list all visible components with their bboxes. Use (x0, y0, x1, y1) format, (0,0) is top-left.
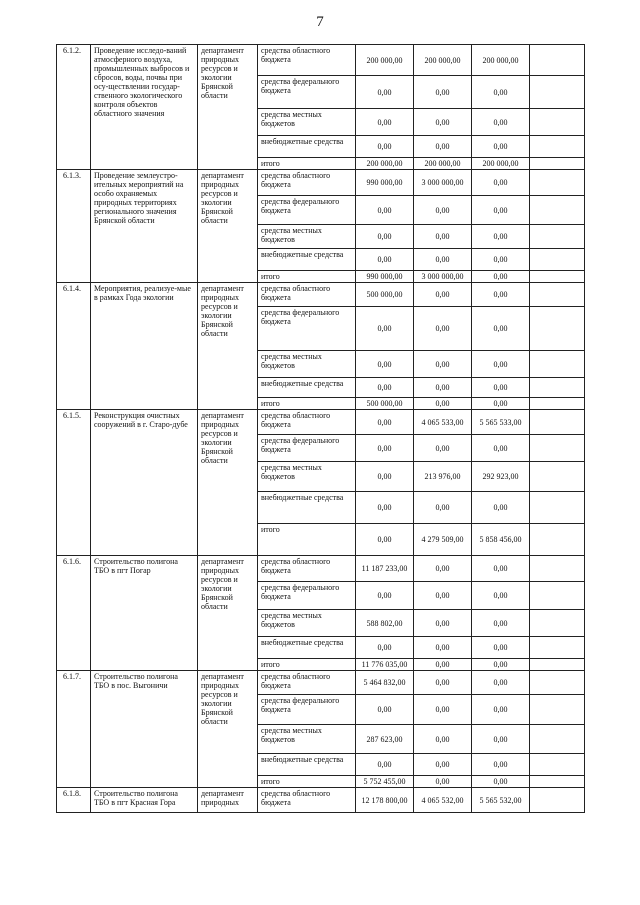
amount-year-3: 0,00 (472, 378, 530, 398)
item-number: 6.1.6. (57, 556, 91, 671)
amount-year-2: 4 065 533,00 (414, 410, 472, 435)
funding-source: средства областного бюджета (258, 671, 356, 695)
executor: департамент природных ресурсов и экологии Брянской области (198, 283, 258, 410)
amount-year-2: 0,00 (414, 725, 472, 754)
amount-year-2: 3 000 000,00 (414, 170, 472, 196)
empty-cell (530, 351, 585, 378)
funding-source: средства областного бюджета (258, 788, 356, 813)
amount-year-3: 5 858 456,00 (472, 524, 530, 556)
amount-year-3: 0,00 (472, 271, 530, 283)
empty-cell (530, 136, 585, 158)
amount-year-2: 0,00 (414, 378, 472, 398)
funding-source: внебюджетные средства (258, 249, 356, 271)
empty-cell (530, 225, 585, 249)
amount-year-1: 0,00 (356, 435, 414, 462)
amount-year-3: 200 000,00 (472, 158, 530, 170)
table-row (57, 45, 585, 76)
funding-source: средства федерального бюджета (258, 307, 356, 351)
amount-year-2: 0,00 (414, 249, 472, 271)
event-name: Проведение исследо-ваний атмосферного воздуха, промышленных выбросов и сбросов, воды, почвы при осу-ществлении государ-ственного экологического контроля объектов областного значения (91, 45, 198, 170)
executor: департамент природных ресурсов и экологии Брянской области (198, 671, 258, 788)
amount-year-2: 0,00 (414, 492, 472, 524)
amount-year-3: 0,00 (472, 637, 530, 659)
amount-year-3: 0,00 (472, 725, 530, 754)
item-number: 6.1.3. (57, 170, 91, 283)
amount-year-1: 0,00 (356, 378, 414, 398)
table-row (57, 170, 585, 196)
amount-year-1: 990 000,00 (356, 170, 414, 196)
amount-year-2: 200 000,00 (414, 45, 472, 76)
amount-year-1: 0,00 (356, 225, 414, 249)
funding-source: средства федерального бюджета (258, 435, 356, 462)
amount-year-2: 0,00 (414, 225, 472, 249)
amount-year-3: 0,00 (472, 492, 530, 524)
amount-year-2: 3 000 000,00 (414, 271, 472, 283)
funding-source: средства местных бюджетов (258, 462, 356, 492)
amount-year-1: 200 000,00 (356, 158, 414, 170)
amount-year-3: 0,00 (472, 351, 530, 378)
funding-source: итого (258, 398, 356, 410)
table-row (57, 556, 585, 582)
empty-cell (530, 378, 585, 398)
empty-cell (530, 754, 585, 776)
empty-cell (530, 671, 585, 695)
funding-source: внебюджетные средства (258, 637, 356, 659)
funding-source: внебюджетные средства (258, 754, 356, 776)
amount-year-1: 0,00 (356, 109, 414, 136)
amount-year-2: 0,00 (414, 637, 472, 659)
table-row (57, 283, 585, 307)
empty-cell (530, 283, 585, 307)
amount-year-1: 990 000,00 (356, 271, 414, 283)
funding-source: итого (258, 158, 356, 170)
amount-year-1: 0,00 (356, 249, 414, 271)
table-row (57, 671, 585, 695)
amount-year-1: 500 000,00 (356, 283, 414, 307)
amount-year-2: 0,00 (414, 196, 472, 225)
amount-year-3: 292 923,00 (472, 462, 530, 492)
amount-year-2: 0,00 (414, 283, 472, 307)
amount-year-2: 0,00 (414, 610, 472, 637)
amount-year-2: 0,00 (414, 351, 472, 378)
empty-cell (530, 776, 585, 788)
amount-year-3: 0,00 (472, 283, 530, 307)
amount-year-1: 12 178 800,00 (356, 788, 414, 813)
empty-cell (530, 307, 585, 351)
amount-year-2: 0,00 (414, 776, 472, 788)
funding-source: средства областного бюджета (258, 556, 356, 582)
funding-table (56, 44, 585, 813)
amount-year-3: 0,00 (472, 307, 530, 351)
empty-cell (530, 492, 585, 524)
executor: департамент природных ресурсов и экологии Брянской области (198, 410, 258, 556)
funding-source: внебюджетные средства (258, 378, 356, 398)
funding-source: средства федерального бюджета (258, 196, 356, 225)
funding-source: средства областного бюджета (258, 410, 356, 435)
funding-source: средства федерального бюджета (258, 582, 356, 610)
amount-year-1: 588 802,00 (356, 610, 414, 637)
amount-year-1: 5 464 832,00 (356, 671, 414, 695)
amount-year-1: 500 000,00 (356, 398, 414, 410)
funding-source: средства областного бюджета (258, 283, 356, 307)
amount-year-3: 5 565 533,00 (472, 410, 530, 435)
amount-year-3: 0,00 (472, 671, 530, 695)
amount-year-1: 11 187 233,00 (356, 556, 414, 582)
funding-source: итого (258, 659, 356, 671)
event-name: Реконструкция очистных сооружений в г. Старо-дубе (91, 410, 198, 556)
amount-year-3: 0,00 (472, 610, 530, 637)
amount-year-1: 0,00 (356, 462, 414, 492)
funding-source: средства местных бюджетов (258, 351, 356, 378)
amount-year-3: 0,00 (472, 196, 530, 225)
empty-cell (530, 556, 585, 582)
amount-year-3: 0,00 (472, 136, 530, 158)
amount-year-1: 0,00 (356, 695, 414, 725)
amount-year-2: 0,00 (414, 76, 472, 109)
funding-source: внебюджетные средства (258, 136, 356, 158)
empty-cell (530, 582, 585, 610)
empty-cell (530, 410, 585, 435)
empty-cell (530, 524, 585, 556)
amount-year-1: 200 000,00 (356, 45, 414, 76)
amount-year-2: 0,00 (414, 695, 472, 725)
amount-year-3: 0,00 (472, 76, 530, 109)
amount-year-1: 0,00 (356, 492, 414, 524)
empty-cell (530, 435, 585, 462)
amount-year-3: 0,00 (472, 776, 530, 788)
amount-year-3: 0,00 (472, 435, 530, 462)
item-number: 6.1.7. (57, 671, 91, 788)
item-number: 6.1.2. (57, 45, 91, 170)
amount-year-3: 5 565 532,00 (472, 788, 530, 813)
empty-cell (530, 271, 585, 283)
amount-year-2: 4 279 509,00 (414, 524, 472, 556)
funding-source: средства местных бюджетов (258, 225, 356, 249)
amount-year-1: 11 776 035,00 (356, 659, 414, 671)
funding-source: средства местных бюджетов (258, 610, 356, 637)
empty-cell (530, 170, 585, 196)
amount-year-1: 0,00 (356, 76, 414, 109)
item-number: 6.1.5. (57, 410, 91, 556)
amount-year-1: 0,00 (356, 754, 414, 776)
table-row (57, 410, 585, 435)
amount-year-3: 0,00 (472, 398, 530, 410)
amount-year-3: 0,00 (472, 170, 530, 196)
amount-year-3: 0,00 (472, 582, 530, 610)
funding-source: средства федерального бюджета (258, 76, 356, 109)
amount-year-2: 213 976,00 (414, 462, 472, 492)
amount-year-2: 200 000,00 (414, 158, 472, 170)
amount-year-2: 0,00 (414, 556, 472, 582)
table-body (57, 45, 585, 813)
amount-year-3: 0,00 (472, 659, 530, 671)
event-name: Строительство полигона ТБО в пос. Выгоничи (91, 671, 198, 788)
empty-cell (530, 76, 585, 109)
page-number: 7 (316, 14, 324, 30)
amount-year-1: 0,00 (356, 307, 414, 351)
amount-year-1: 5 752 455,00 (356, 776, 414, 788)
executor: департамент природных ресурсов и экологии Брянской области (198, 45, 258, 170)
amount-year-1: 0,00 (356, 582, 414, 610)
executor: департамент природных ресурсов и экологии Брянской области (198, 170, 258, 283)
empty-cell (530, 725, 585, 754)
empty-cell (530, 637, 585, 659)
empty-cell (530, 610, 585, 637)
amount-year-2: 0,00 (414, 754, 472, 776)
event-name: Строительство полигона ТБО в пгт Красная Гора (91, 788, 198, 813)
funding-source: средства местных бюджетов (258, 109, 356, 136)
amount-year-3: 0,00 (472, 754, 530, 776)
item-number: 6.1.4. (57, 283, 91, 410)
amount-year-1: 0,00 (356, 196, 414, 225)
amount-year-1: 0,00 (356, 524, 414, 556)
amount-year-2: 0,00 (414, 109, 472, 136)
empty-cell (530, 659, 585, 671)
item-number: 6.1.8. (57, 788, 91, 813)
amount-year-1: 0,00 (356, 136, 414, 158)
amount-year-2: 0,00 (414, 582, 472, 610)
funding-source: итого (258, 271, 356, 283)
funding-source: средства областного бюджета (258, 45, 356, 76)
empty-cell (530, 158, 585, 170)
event-name: Строительство полигона ТБО в пгт Погар (91, 556, 198, 671)
funding-source: итого (258, 776, 356, 788)
empty-cell (530, 45, 585, 76)
amount-year-3: 0,00 (472, 556, 530, 582)
funding-source: средства федерального бюджета (258, 695, 356, 725)
executor: департамент природных ресурсов и экологии Брянской области (198, 556, 258, 671)
empty-cell (530, 462, 585, 492)
amount-year-1: 287 623,00 (356, 725, 414, 754)
event-name: Мероприятия, реализуе-мые в рамках Года экологии (91, 283, 198, 410)
amount-year-2: 0,00 (414, 659, 472, 671)
amount-year-3: 0,00 (472, 225, 530, 249)
amount-year-2: 0,00 (414, 136, 472, 158)
funding-source: средства областного бюджета (258, 170, 356, 196)
amount-year-2: 0,00 (414, 435, 472, 462)
empty-cell (530, 249, 585, 271)
amount-year-2: 0,00 (414, 671, 472, 695)
amount-year-3: 0,00 (472, 695, 530, 725)
empty-cell (530, 109, 585, 136)
amount-year-2: 4 065 532,00 (414, 788, 472, 813)
empty-cell (530, 196, 585, 225)
amount-year-3: 200 000,00 (472, 45, 530, 76)
amount-year-2: 0,00 (414, 398, 472, 410)
executor: департамент природных (198, 788, 258, 813)
empty-cell (530, 788, 585, 813)
table-row (57, 788, 585, 813)
empty-cell (530, 695, 585, 725)
amount-year-3: 0,00 (472, 109, 530, 136)
funding-source: итого (258, 524, 356, 556)
funding-source: внебюджетные средства (258, 492, 356, 524)
empty-cell (530, 398, 585, 410)
funding-source: средства местных бюджетов (258, 725, 356, 754)
amount-year-1: 0,00 (356, 637, 414, 659)
amount-year-2: 0,00 (414, 307, 472, 351)
amount-year-3: 0,00 (472, 249, 530, 271)
event-name: Проведение землеустро-ительных мероприятий на особо охраняемых природных территориях регионального значения Брянской области (91, 170, 198, 283)
amount-year-1: 0,00 (356, 410, 414, 435)
amount-year-1: 0,00 (356, 351, 414, 378)
